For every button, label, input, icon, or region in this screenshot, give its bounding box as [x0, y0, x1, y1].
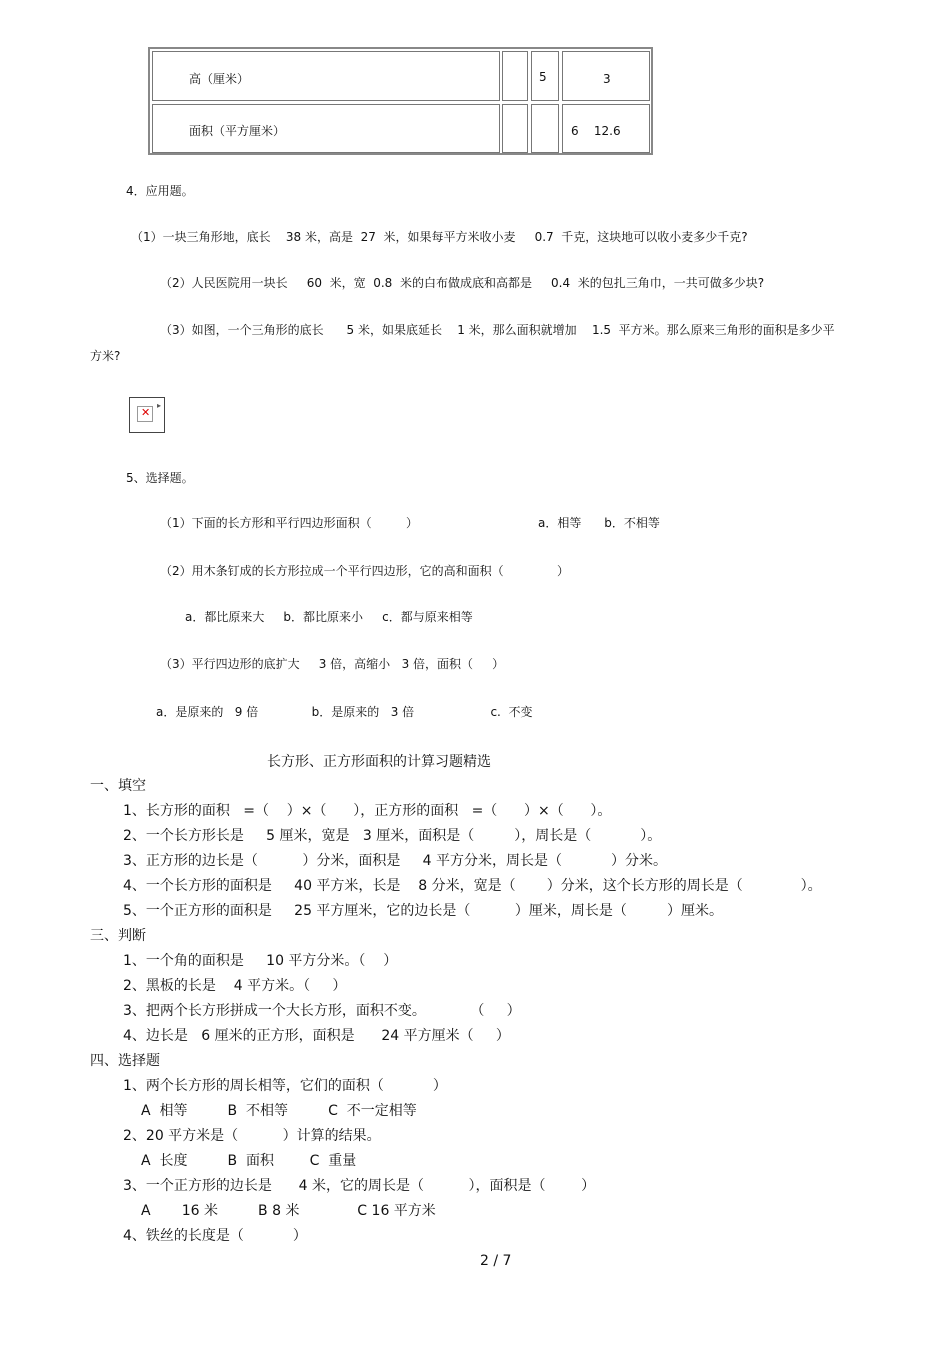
choice-item-2-options: A 长度 B 面积 C 重量	[141, 1153, 357, 1169]
table-cell-value: 5	[539, 70, 547, 84]
choice-item-4: 4、铁丝的长度是（ ）	[123, 1228, 307, 1244]
data-table	[148, 47, 653, 155]
fill-item-5: 5、一个正方形的面积是 25 平方厘米，它的边长是（ ）厘米，周长是（ ）厘米。	[123, 903, 723, 919]
broken-image-icon: ✕ ▸	[129, 397, 165, 433]
q5-question-2: （2）用木条钉成的长方形拉成一个平行四边形，它的高和面积（ ）	[160, 564, 570, 578]
table-cell	[531, 51, 559, 101]
q4-title: 4．应用题。	[126, 184, 194, 198]
q5-question-1-options: a．相等 b．不相等	[538, 516, 660, 530]
heading-judge: 三、判断	[90, 928, 146, 944]
section-title: 长方形、正方形面积的计算习题精选	[267, 754, 491, 770]
q5-question-3-options: a．是原来的 9 倍 b．是原来的 3 倍 c. 不变	[156, 705, 533, 719]
fill-item-4: 4、一个长方形的面积是 40 平方米，长是 8 分米，宽是（ ）分米，这个长方形的周长是（ ）。	[123, 878, 822, 894]
table-cell-value: 3	[603, 72, 611, 86]
q5-title: 5、选择题。	[126, 471, 194, 485]
table-cell	[531, 104, 559, 153]
judge-item-3: 3、把两个长方形拼成一个大长方形，面积不变。 （ ）	[123, 1003, 521, 1019]
judge-item-1: 1、一个角的面积是 10 平方分米。（ ）	[123, 953, 398, 969]
fill-item-2: 2、一个长方形长是 5 厘米，宽是 3 厘米，面积是（ ），周长是（ ）。	[123, 828, 662, 844]
page-number: 2 / 7	[480, 1253, 512, 1269]
heading-fill-blank: 一、填空	[90, 778, 146, 794]
q5-question-3: （3）平行四边形的底扩大 3 倍，高缩小 3 倍，面积（ ）	[160, 657, 505, 671]
table-row-height-label-cell	[152, 51, 500, 101]
judge-item-4: 4、边长是 6 厘米的正方形，面积是 24 平方厘米（ ）	[123, 1028, 510, 1044]
q5-question-1: （1）下面的长方形和平行四边形面积（ ）	[160, 516, 418, 530]
judge-item-2: 2、黑板的长是 4 平方米。（ ）	[123, 978, 347, 994]
table-cell	[502, 51, 528, 101]
table-cell	[562, 104, 650, 153]
q5-question-2-options: a．都比原来大 b．都比原来小 c．都与原来相等	[185, 610, 473, 624]
choice-item-2: 2、20 平方米是（ ）计算的结果。	[123, 1128, 381, 1144]
q4-problem-2: （2）人民医院用一块长 60 米，宽 0.8 米的白布做成底和高都是 0.4 米的包扎三角巾，一共可做多少块?	[160, 276, 765, 290]
table-cell	[562, 51, 650, 101]
table-row-area-label-cell	[152, 104, 500, 153]
choice-item-1: 1、两个长方形的周长相等，它们的面积（ ）	[123, 1078, 447, 1094]
choice-item-3: 3、一个正方形的边长是 4 米，它的周长是（ ），面积是（ ）	[123, 1178, 596, 1194]
choice-item-3-options: A 16 米 B 8 米 C 16 平方米	[141, 1203, 436, 1219]
fill-item-1: 1、长方形的面积 =（ ）×（ ），正方形的面积 =（ ）×（ ）。	[123, 803, 612, 819]
q4-problem-3-line-2: 方米?	[90, 349, 121, 363]
q4-problem-1: （1）一块三角形地，底长 38 米，高是 27 米，如果每平方米收小麦 0.7 千克，这块地可以收小麦多少千克?	[131, 230, 748, 244]
table-cell-value: 6 12.6	[571, 124, 621, 138]
choice-item-1-options: A 相等 B 不相等 C 不一定相等	[141, 1103, 417, 1119]
table-cell-label: 高（厘米）	[189, 72, 250, 86]
table-cell-label: 面积（平方厘米）	[189, 124, 286, 138]
q4-problem-3-line-1: （3）如图，一个三角形的底长 5 米，如果底延长 1 米，那么面积就增加 1.5 平方米。那么原来三角形的面积是多少平	[160, 323, 835, 337]
heading-choice: 四、选择题	[90, 1053, 160, 1069]
table-cell	[502, 104, 528, 153]
fill-item-3: 3、正方形的边长是（ ）分米，面积是 4 平方分米，周长是（ ）分米。	[123, 853, 667, 869]
